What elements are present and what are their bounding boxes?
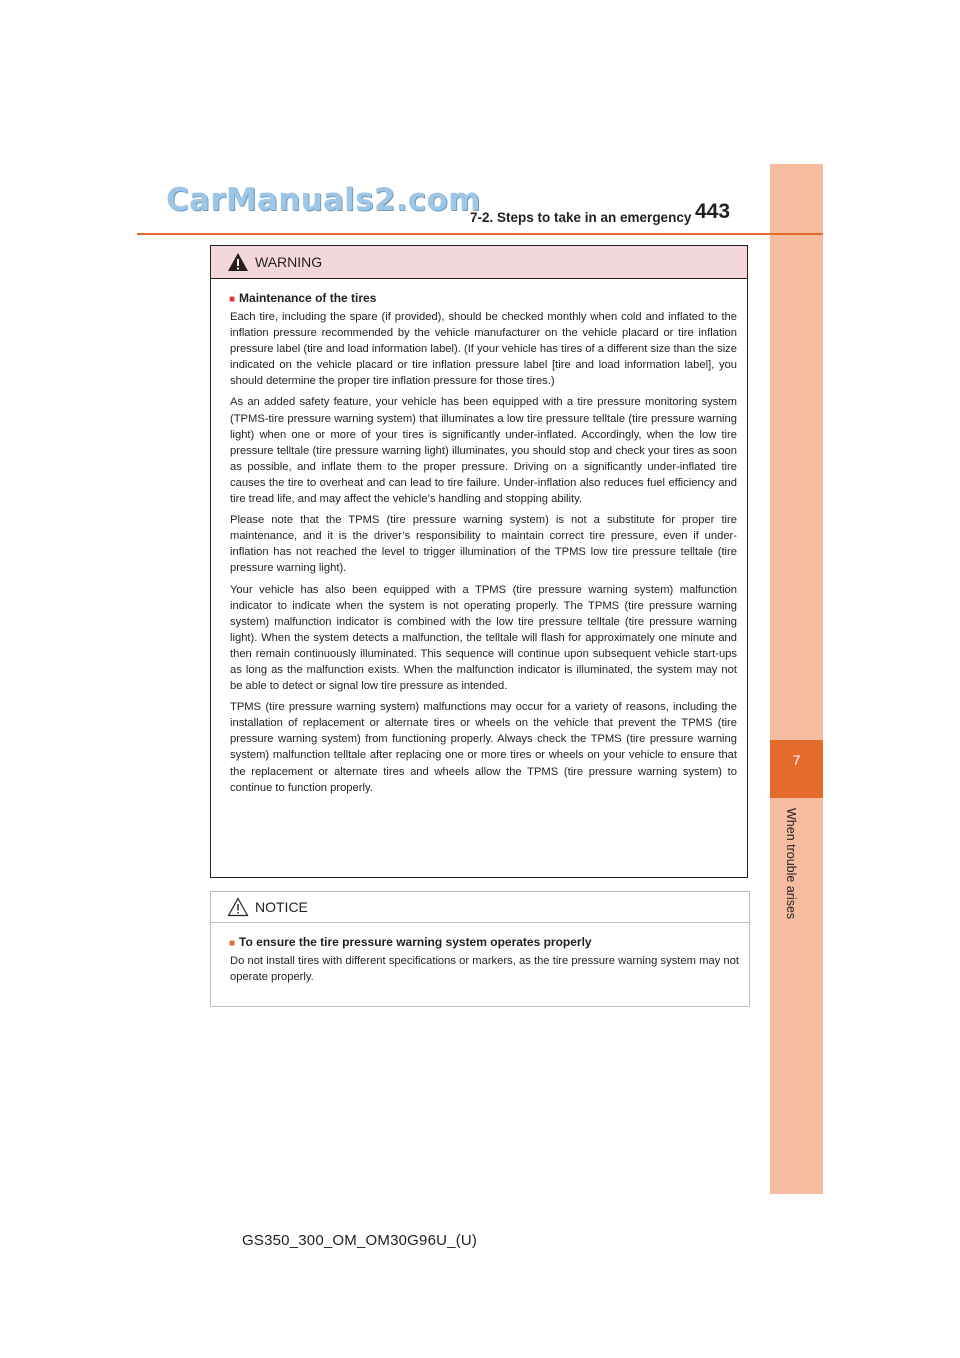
chapter-number: 7 [792,752,801,768]
notice-body [211,923,749,985]
notice-triangle-icon [227,897,249,917]
square-bullet-icon: ■ [229,294,236,305]
warning-subhead [229,291,737,305]
warning-body [211,279,747,796]
square-bullet-icon: ■ [229,938,236,949]
chapter-title: When trouble arises [784,808,798,920]
warning-subhead-text: Maintenance of the tires [239,291,377,305]
notice-box [210,891,750,1007]
warning-paragraph: Please note that the TPMS (tire pressure warning system) is not a substitute for proper tire maintenance, and it is the driver’s responsibility to maintain correct tire pressure, even if under-inflation has not reached the level to trigger illumination of the TPMS low tire pressure telltale (tire pressure warning light). [230,514,737,575]
page-number: 443 [695,200,731,223]
warning-paragraph: As an added safety feature, your vehicle has been equipped with a tire pressure monitoring system (TPMS-tire pressure warning system) that illuminates a low tire pressure telltale (tire pressure warning light) when one or more of your tires is significantly under-inflated. Accordingly, when the low tire pressure telltale (tire pressure warning light) illuminates, you should stop and check your tires as soon as possible, and inflate them to the proper pressure. Driving on a significantly under-inflated tire causes the tire to overheat and can lead to tire failure. Under-inflation also reduces fuel efficiency and tire tread life, and may affect the vehicle’s handling and stopping ability. [230,396,737,506]
warning-paragraph: Each tire, including the spare (if provided), should be checked monthly when cold and inflated to the inflation pressure recommended by the vehicle manufacturer on the vehicle placard or tire inflation pressure label (tire and load information label). (If your vehicle has tires of a different size than the size indicated on the vehicle placard or tire inflation pressure label [tire and load information label], you should determine the proper tire inflation pressure for those tires.) [230,311,737,388]
chapter-side-tab [770,164,823,1194]
document-code-footer: GS350_300_OM_OM30G96U_(U) [242,1232,478,1249]
notice-subhead-text: To ensure the tire pressure warning system operates properly [239,935,592,949]
warning-triangle-icon [227,252,249,272]
notice-header [211,892,749,923]
notice-subhead [229,935,739,949]
warning-header [211,246,747,279]
warning-paragraph: TPMS (tire pressure warning system) malfunctions may occur for a variety of reasons, including the installation of replacement or alternate tires or wheels on the vehicle that prevent the TPMS (tire pressure warning system) from functioning properly. Always check the TPMS (tire pressure warning system) malfunction telltale after replacing one or more tires or wheels on your vehicle to ensure that the replacement or alternate tires and wheels allow the TPMS (tire pressure warning system) to continue to function properly. [230,701,737,794]
warning-paragraph: Your vehicle has also been equipped with a TPMS (tire pressure warning system) malfunction indicator to indicate when the system is not operating properly. The TPMS (tire pressure warning system) malfunction indicator is combined with the low tire pressure telltale (tire pressure warning light). When the system detects a malfunction, the telltale will flash for approximately one minute and then remain continuously illuminated. This sequence will continue upon subsequent vehicle start-ups as long as the malfunction exists. When the malfunction indicator is illuminated, the system may not be able to detect or signal low tire pressure as intended. [230,583,737,693]
chapter-side-tab-active [770,740,823,798]
notice-title: NOTICE [255,899,308,915]
warning-box [210,245,748,878]
notice-paragraph: Do not install tires with different specifications or markers, as the tire pressure warning system may not operate properly. [230,955,739,984]
section-title: 7-2. Steps to take in an emergency [470,210,692,225]
warning-title: WARNING [255,254,323,270]
header-divider [137,233,823,235]
watermark-logo: CarManuals2.com [166,182,481,218]
